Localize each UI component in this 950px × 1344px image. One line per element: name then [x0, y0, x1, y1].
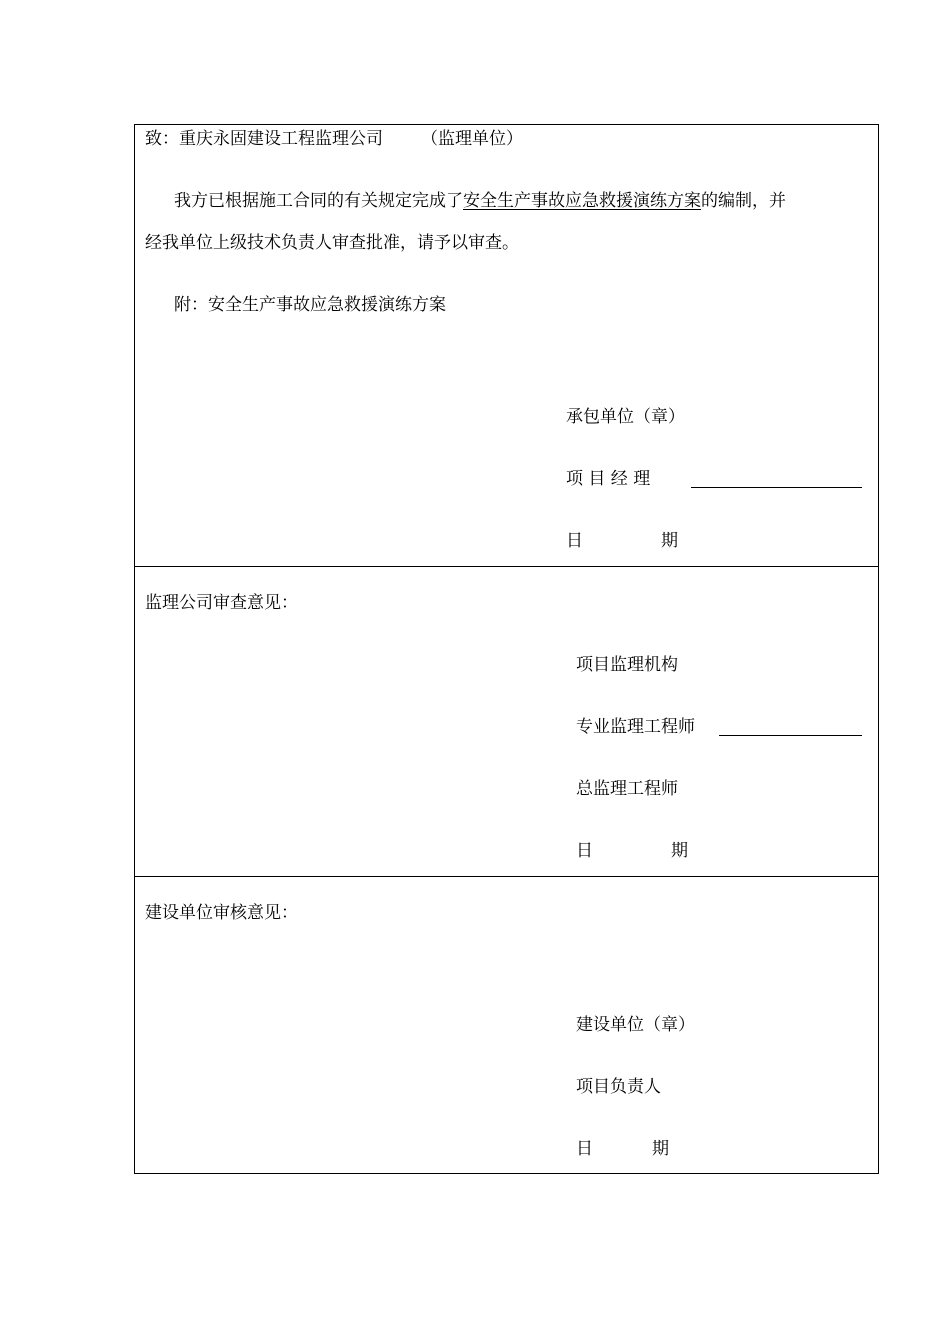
- owner-date-label-right: 期: [652, 1139, 669, 1159]
- project-leader-label: 项目负责人: [576, 1077, 661, 1097]
- contractor-seal-label: 承包单位（章）: [566, 407, 685, 427]
- supervision-review-heading: 监理公司审查意见：: [145, 593, 298, 613]
- addressee-company: 重庆永固建设工程监理公司: [179, 129, 383, 149]
- plan-name: 安全生产事故应急救援演练方案: [463, 191, 701, 211]
- project-manager-signature-line: [691, 487, 862, 488]
- contractor-date-label-left: 日: [566, 531, 583, 551]
- supervision-date-label-left: 日: [576, 841, 593, 861]
- attachment-line: 附：安全生产事故应急救援演练方案: [174, 295, 446, 315]
- contractor-submission-section: [135, 125, 878, 566]
- supervision-org-label: 项目监理机构: [576, 655, 678, 675]
- owner-review-heading: 建设单位审核意见：: [145, 903, 298, 923]
- specialist-engineer-label: 专业监理工程师: [576, 717, 695, 737]
- chief-engineer-label: 总监理工程师: [576, 779, 678, 799]
- supervision-review-section: [135, 566, 878, 876]
- owner-seal-label: 建设单位（章）: [576, 1015, 695, 1035]
- specialist-engineer-signature-line: [719, 735, 862, 736]
- owner-date-label-left: 日: [576, 1139, 593, 1159]
- addressee-line: [145, 129, 523, 149]
- supervision-date-label-right: 期: [671, 841, 688, 861]
- addressee-prefix: 致：: [145, 129, 179, 149]
- body-line-1: 我方已根据施工合同的有关规定完成了安全生产事故应急救援演练方案的编制，并: [174, 191, 786, 211]
- approval-form: [134, 124, 879, 1174]
- owner-review-section: [135, 876, 878, 1173]
- contractor-date-label-right: 期: [661, 531, 678, 551]
- addressee-role: （监理单位）: [421, 129, 523, 149]
- project-manager-label: 项 目 经 理: [566, 469, 651, 489]
- body-line-2: 经我单位上级技术负责人审查批准，请予以审查。: [145, 233, 519, 253]
